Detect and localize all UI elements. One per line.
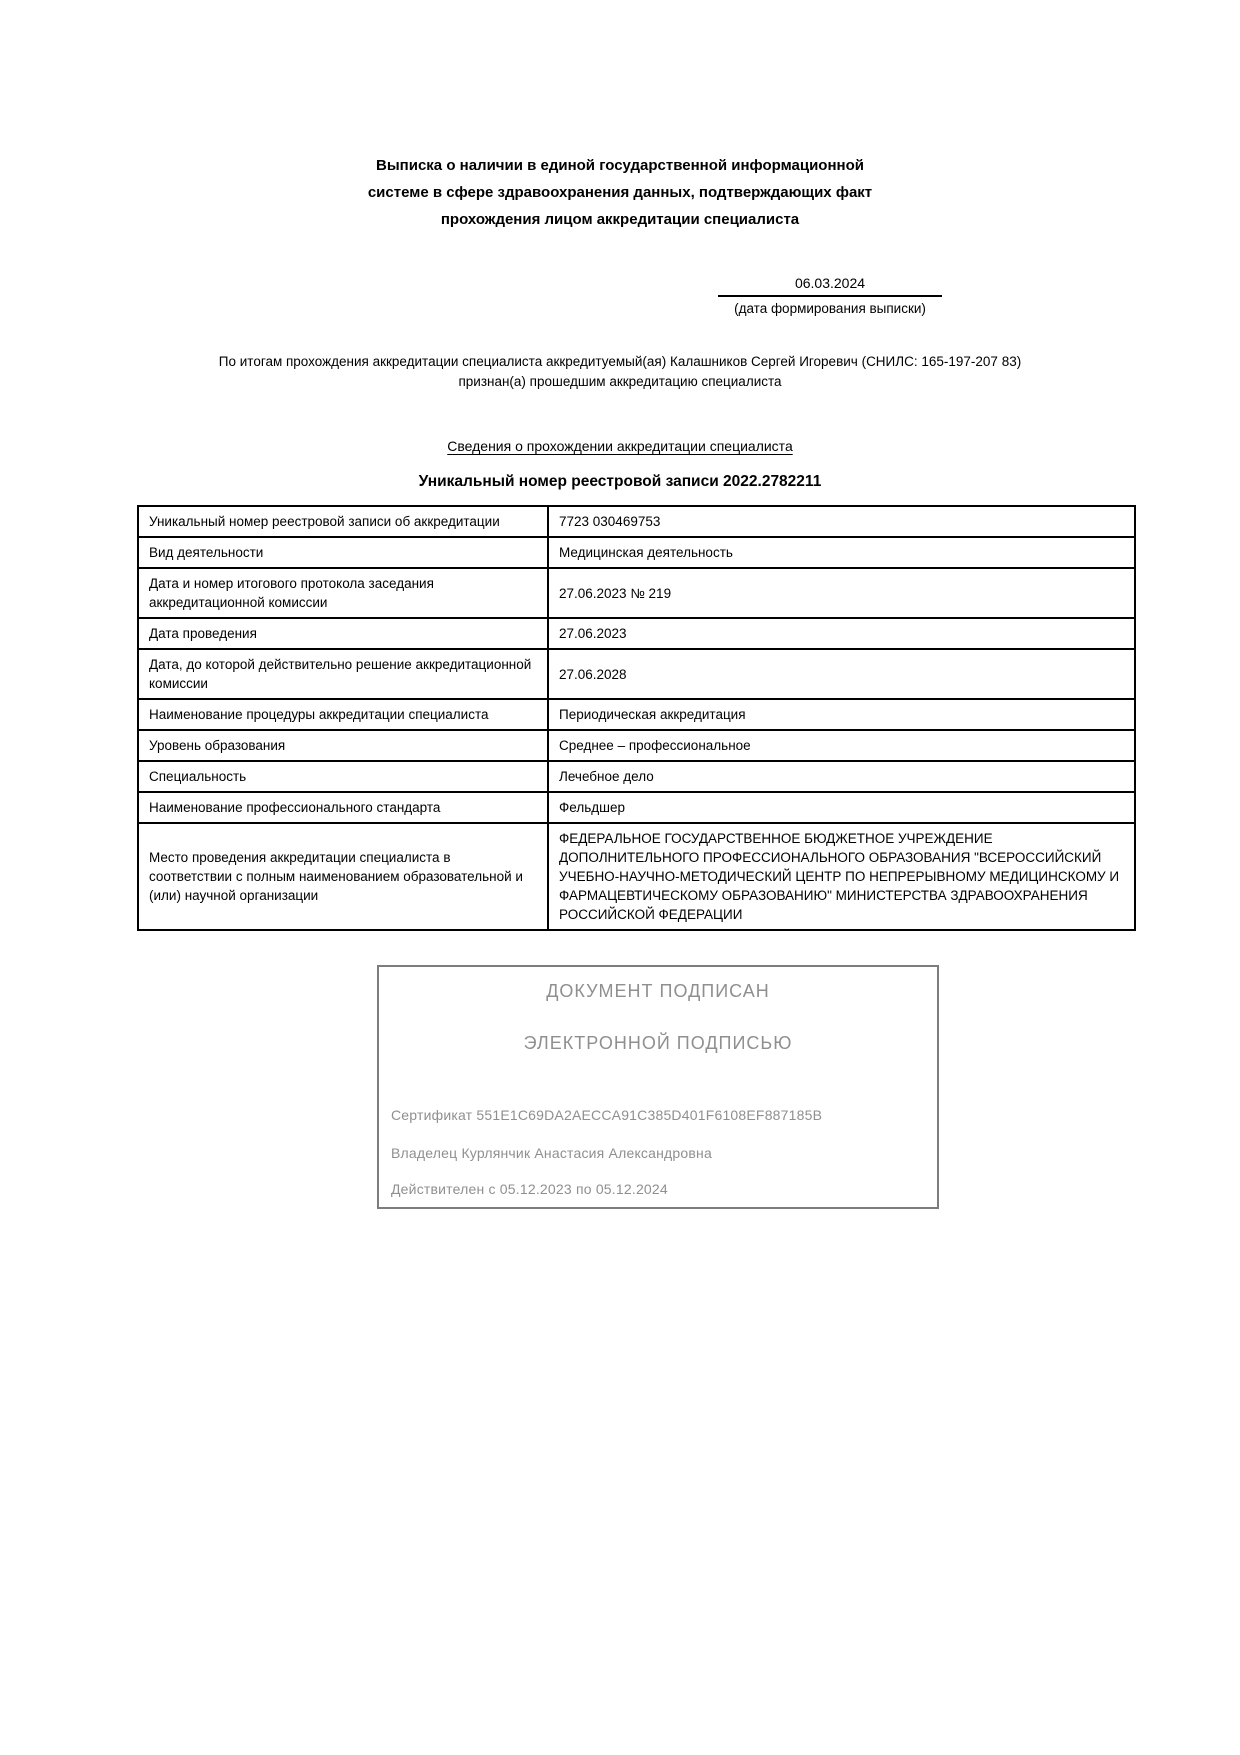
row-value: 27.06.2028 — [548, 649, 1135, 699]
row-label: Дата и номер итогового протокола заседания аккредитационной комиссии — [138, 568, 548, 618]
title-line: системе в сфере здравоохранения данных, подтверждающих факт — [367, 184, 873, 201]
table-row — [138, 761, 1135, 792]
table-row — [138, 506, 1135, 537]
row-value: 27.06.2023 — [548, 618, 1135, 649]
row-value: Лечебное дело — [548, 761, 1135, 792]
document-title — [0, 0, 1240, 233]
accreditation-table — [137, 505, 1136, 931]
table-row — [138, 792, 1135, 823]
table-row — [138, 730, 1135, 761]
row-label: Вид деятельности — [138, 537, 548, 568]
section-heading: Сведения о прохождении аккредитации специалиста — [447, 438, 793, 454]
signature-status-line-1: ДОКУМЕНТ ПОДПИСАН — [546, 981, 770, 1001]
row-value: Фельдшер — [548, 792, 1135, 823]
row-label: Место проведения аккредитации специалиста в соответствии с полным наименованием образовательной и (или) научной организации — [138, 823, 548, 930]
row-value: Среднее – профессиональное — [548, 730, 1135, 761]
formation-date-value: 06.03.2024 — [718, 275, 942, 297]
title-line: прохождения лицом аккредитации специалиста — [440, 211, 800, 228]
row-label: Специальность — [138, 761, 548, 792]
formation-date-caption: (дата формирования выписки) — [734, 301, 926, 316]
table-row — [138, 537, 1135, 568]
table-row — [138, 823, 1135, 930]
table-row — [138, 568, 1135, 618]
intro-line: признан(а) прошедшим аккредитацию специалиста — [458, 374, 782, 389]
row-value: 7723 030469753 — [548, 506, 1135, 537]
row-label: Наименование профессионального стандарта — [138, 792, 548, 823]
row-label: Дата, до которой действительно решение аккредитационной комиссии — [138, 649, 548, 699]
row-label: Наименование процедуры аккредитации специалиста — [138, 699, 548, 730]
table-row — [138, 618, 1135, 649]
row-label: Уникальный номер реестровой записи об аккредитации — [138, 506, 548, 537]
owner-line: Владелец Курлянчик Анастасия Александровна — [391, 1145, 712, 1161]
row-value: 27.06.2023 № 219 — [548, 568, 1135, 618]
row-value: Медицинская деятельность — [548, 537, 1135, 568]
certificate-line: Сертификат 551E1C69DA2AECCA91C385D401F6108EF887185B — [391, 1107, 823, 1123]
registry-number-heading: Уникальный номер реестровой записи 2022.2782211 — [418, 473, 822, 490]
intro-line: По итогам прохождения аккредитации специалиста аккредитуемый(ая) Калашников Сергей Игоревич (СНИЛС: 165-197-207 83) — [218, 354, 1022, 369]
electronic-signature-box — [377, 965, 939, 1209]
formation-date-block — [714, 275, 946, 316]
table-row — [138, 699, 1135, 730]
intro-paragraph — [0, 352, 1240, 392]
row-value: ФЕДЕРАЛЬНОЕ ГОСУДАРСТВЕННОЕ БЮДЖЕТНОЕ УЧРЕЖДЕНИЕ ДОПОЛНИТЕЛЬНОГО ПРОФЕССИОНАЛЬНОГО ОБРАЗОВАНИЯ "ВСЕРОССИЙСКИЙ УЧЕБНО-НАУЧНО-МЕТОДИЧЕСКИЙ ЦЕНТР ПО НЕПРЕРЫВНОМУ МЕДИЦИНСКОМУ И ФАРМАЦЕВТИЧЕСКОМУ ОБРАЗОВАНИЮ" МИНИСТЕРСТВА ЗДРАВООХРАНЕНИЯ РОССИЙСКОЙ ФЕДЕРАЦИИ — [548, 823, 1135, 930]
row-label: Уровень образования — [138, 730, 548, 761]
table-row — [138, 649, 1135, 699]
validity-line: Действителен с 05.12.2023 по 05.12.2024 — [391, 1181, 668, 1197]
signature-status-line-2: ЭЛЕКТРОННОЙ ПОДПИСЬЮ — [523, 1033, 793, 1053]
title-line: Выписка о наличии в единой государственной информационной — [376, 157, 864, 174]
row-value: Периодическая аккредитация — [548, 699, 1135, 730]
row-label: Дата проведения — [138, 618, 548, 649]
